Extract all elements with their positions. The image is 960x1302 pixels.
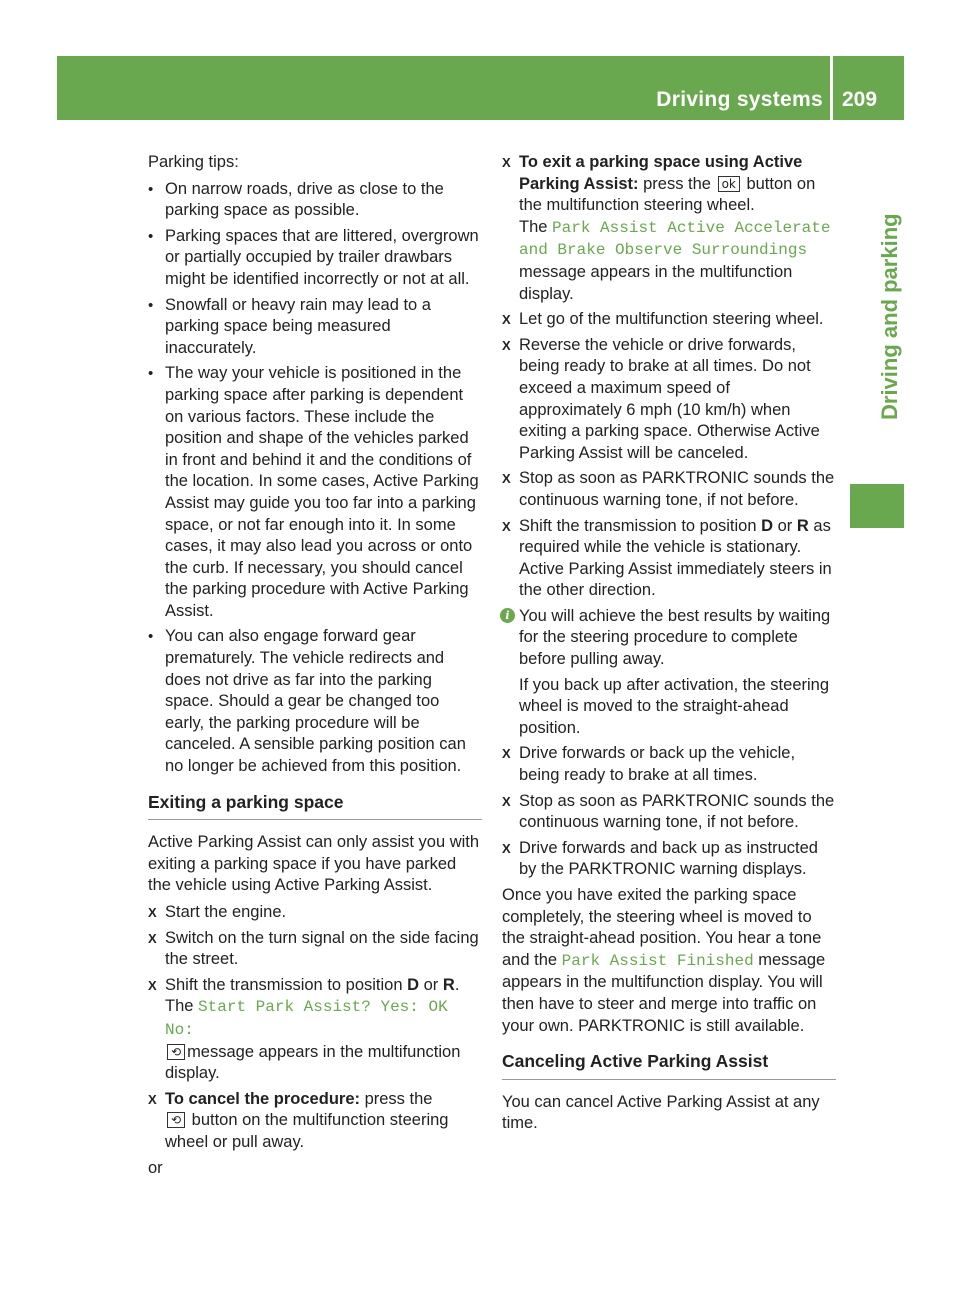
outro-paragraph: Once you have exited the parking space completely, the steering wheel is moved to the straight-ahead position. You hear a tone and the Park Assist Finished message appears in the multifunction display. You will then have to steer and merge into traffic on your own. PARKTRONIC is still available. — [502, 886, 826, 1035]
step-item: X To cancel the procedure: press the ⟲ button on the multifunction steering wheel or pull away. — [148, 1089, 449, 1151]
right-column — [502, 152, 836, 1140]
step-arrow-icon: X — [502, 312, 511, 328]
bullet-icon: • — [148, 227, 154, 245]
left-column — [148, 152, 482, 1184]
step-item: X Let go of the multifunction steering wheel. — [502, 309, 836, 331]
step-item: X Drive forwards or back up the vehicle, being ready to brake at all times. — [502, 744, 796, 785]
step-item: X Drive forwards and back up as instructed by the PARKTRONIC warning displays. — [502, 838, 818, 879]
section-text: You can cancel Active Parking Assist at any time. — [502, 1092, 820, 1133]
step-arrow-icon: X — [502, 746, 511, 762]
bullet-icon: • — [148, 296, 154, 314]
step-item: X Shift the transmission to position D or R. The Start Park Assist? Yes: OK No: ⟲ message appears in the multifunction display. — [148, 975, 461, 1083]
back-button-icon: ⟲ — [167, 1044, 185, 1060]
step-item: X Stop as soon as PARKTRONIC sounds the continuous warning tone, if not before. — [502, 469, 835, 509]
bullet-icon: • — [148, 365, 154, 383]
display-message: Park Assist Finished — [561, 951, 754, 970]
step-arrow-icon: X — [148, 977, 157, 993]
bullet-icon: • — [148, 628, 154, 646]
step-item: X Reverse the vehicle or drive forwards, being ready to brake at all times. Do not exceed a maximum speed of approximately 6 mph (10 km/h) when exiting a parking space. Otherwise Active Parking Assist will be canceled. — [502, 335, 820, 462]
display-message: Park Assist Active Accelerate and Brake Observe Surroundings — [519, 218, 831, 260]
info-note-continued: If you back up after activation, the steering wheel is moved to the straight-ahead position. — [519, 675, 830, 737]
step-arrow-icon: X — [502, 155, 511, 170]
info-note: i You will achieve the best results by waiting for the steering procedure to complete before pulling away. — [502, 606, 836, 671]
step-arrow-icon: X — [502, 518, 511, 534]
info-icon: i — [500, 608, 515, 623]
ok-button-icon: ok — [718, 176, 740, 192]
parking-tips-intro: Parking tips: — [148, 153, 239, 171]
list-item: • The way your vehicle is positioned in the parking space after parking is dependent on various factors. These include the position and shape of the vehicles parked in front and behind it and the conditions of the location. In some cases, Active Parking Assist may guide you too far into a parking space, or not far enough into it. In some cases, it may also lead you across or onto the curb. If necessary, you should cancel the parking procedure with Active Parking Assist. — [148, 364, 479, 620]
step-arrow-icon: X — [502, 471, 511, 487]
section-title-exiting: Exiting a parking space — [148, 792, 482, 821]
chapter-title: Driving systems — [656, 88, 823, 111]
step-item: X To exit a parking space using Active Parking Assist: press the ok button on the multifunction steering wheel. The Park Assist Active Accelerate and Brake Observe Surroundings message appears in the multifunction display. — [502, 153, 831, 303]
step-arrow-icon: X — [148, 1091, 157, 1107]
step-arrow-icon: X — [502, 793, 511, 809]
step-item: X Start the engine. — [148, 902, 482, 924]
display-message: Start Park Assist? Yes: OK No: — [165, 998, 448, 1039]
step-arrow-icon: X — [148, 930, 157, 946]
step-item: X Stop as soon as PARKTRONIC sounds the continuous warning tone, if not before. — [502, 791, 835, 832]
list-item: • Snowfall or heavy rain may lead to a parking space being measured inaccurately. — [148, 295, 431, 357]
or-text: or — [148, 1158, 163, 1177]
section-title-canceling: Canceling Active Parking Assist — [502, 1051, 836, 1080]
step-arrow-icon: X — [502, 337, 511, 353]
step-arrow-icon: X — [148, 905, 157, 920]
step-item: X Shift the transmission to position D or R as required while the vehicle is stationary. Active Parking Assist immediately steers in the other direction. — [502, 516, 832, 600]
section-intro: Active Parking Assist can only assist you with exiting a parking space if you have parked the vehicle using Active Parking Assist. — [148, 833, 480, 895]
back-button-icon: ⟲ — [167, 1112, 185, 1128]
page-number: 209 — [842, 88, 878, 111]
side-tab-label: Driving and parking — [877, 213, 902, 420]
step-item: X Switch on the turn signal on the side facing the street. — [148, 928, 479, 969]
list-item: • Parking spaces that are littered, overgrown or partially occupied by trailer drawbars might be identified incorrectly or not at all. — [148, 226, 479, 288]
header-divider — [830, 56, 833, 120]
list-item: • On narrow roads, drive as close to the parking space as possible. — [148, 179, 444, 220]
side-tab-marker — [850, 484, 904, 528]
list-item: • You can also engage forward gear prematurely. The vehicle redirects and does not drive as far into the parking space. Should a gear be changed too early, the parking procedure will be canceled. A sensible parking position can no longer be achieved from this position. — [148, 627, 466, 776]
step-arrow-icon: X — [502, 840, 511, 856]
bullet-icon: • — [148, 180, 154, 198]
